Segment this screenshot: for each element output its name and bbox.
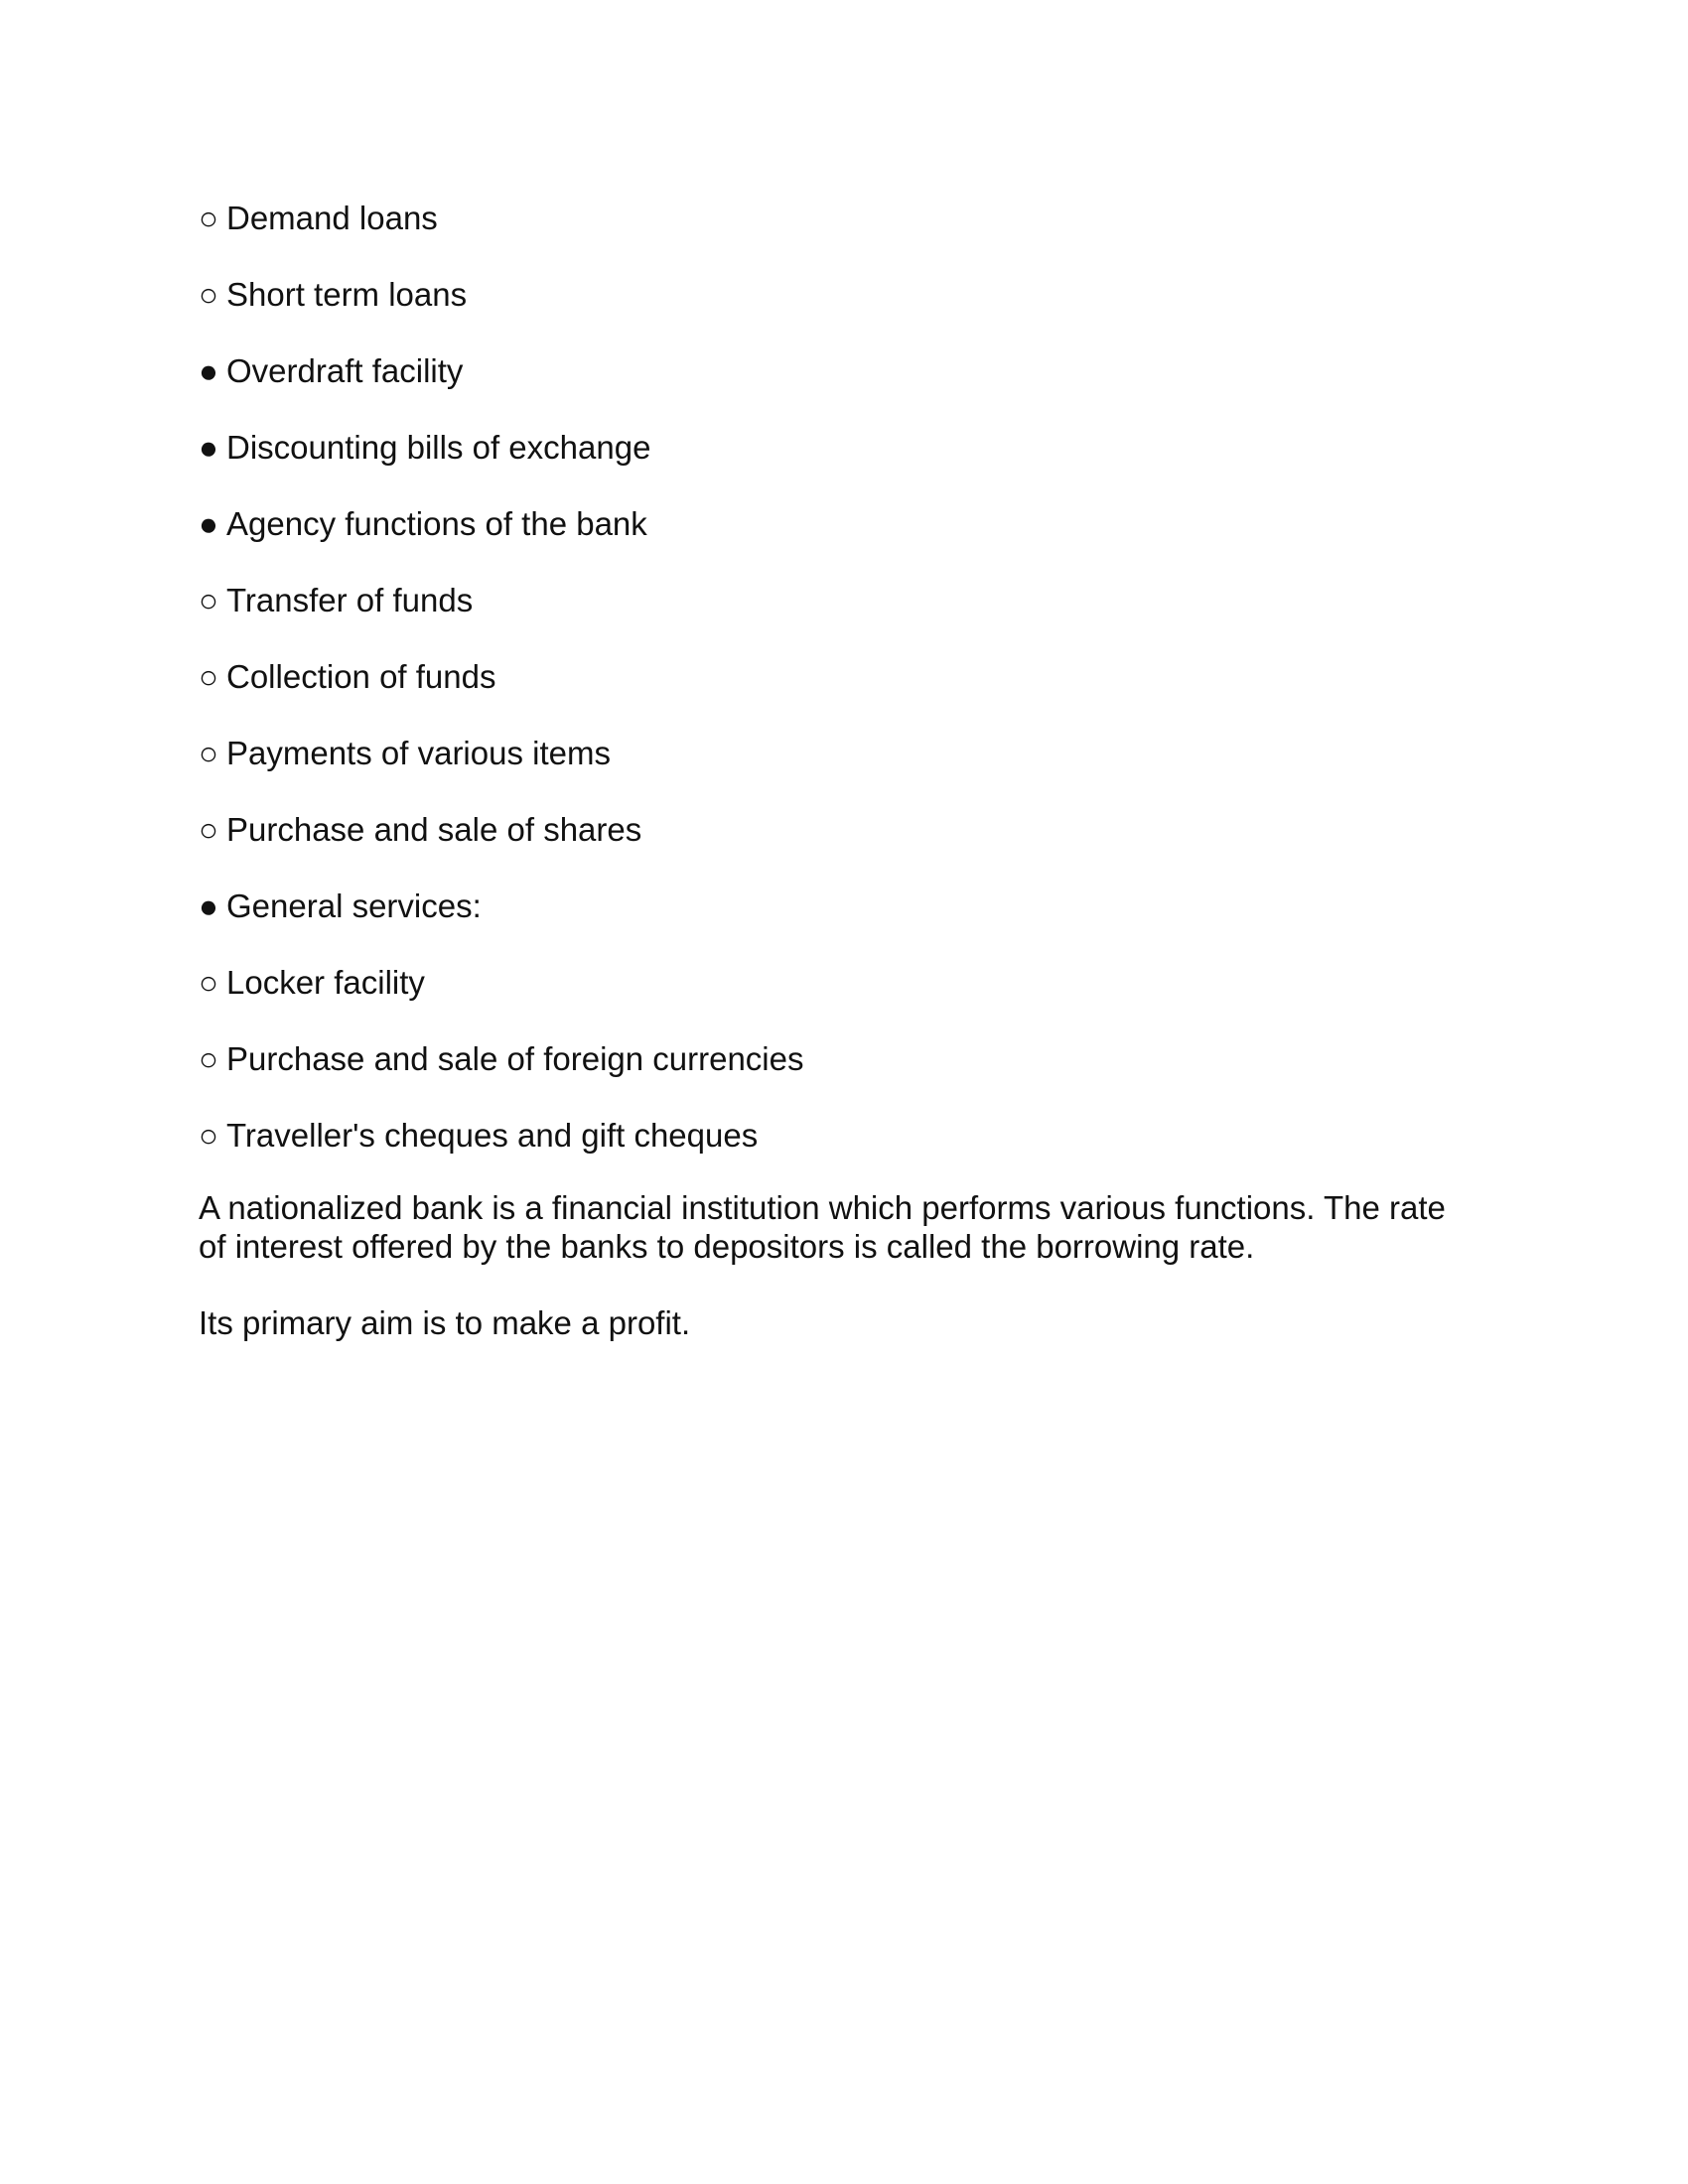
list-item-text: Purchase and sale of shares bbox=[226, 811, 642, 848]
list-item-text: Short term loans bbox=[226, 276, 468, 313]
bullet-icon: ● bbox=[199, 429, 218, 466]
document-content bbox=[199, 195, 1489, 1342]
bullet-icon: ○ bbox=[199, 735, 218, 771]
bullet-icon: ○ bbox=[199, 276, 218, 313]
list-item bbox=[199, 806, 1489, 854]
list-item-text: Transfer of funds bbox=[226, 582, 474, 618]
bullet-icon: ○ bbox=[199, 964, 218, 1001]
list-item bbox=[199, 271, 1489, 319]
bullet-icon: ○ bbox=[199, 658, 218, 695]
list-item bbox=[199, 195, 1489, 242]
bullet-icon: ○ bbox=[199, 811, 218, 848]
list-item bbox=[199, 730, 1489, 777]
list-item-text: Demand loans bbox=[226, 200, 438, 236]
bullet-icon: ○ bbox=[199, 1117, 218, 1154]
list-item-text: General services: bbox=[226, 887, 482, 924]
list-item-text: Agency functions of the bank bbox=[226, 505, 647, 542]
bullet-icon: ● bbox=[199, 887, 218, 924]
bullet-icon: ● bbox=[199, 352, 218, 389]
bullet-icon: ● bbox=[199, 505, 218, 542]
bullet-icon: ○ bbox=[199, 1040, 218, 1077]
bullet-icon: ○ bbox=[199, 582, 218, 618]
list-item bbox=[199, 424, 1489, 472]
list-item bbox=[199, 500, 1489, 548]
list-item-text: Payments of various items bbox=[226, 735, 611, 771]
list-item-text: Purchase and sale of foreign currencies bbox=[226, 1040, 804, 1077]
bullet-icon: ○ bbox=[199, 200, 218, 236]
list-item bbox=[199, 959, 1489, 1007]
list-item-text: Collection of funds bbox=[226, 658, 496, 695]
list-item bbox=[199, 883, 1489, 930]
list-item bbox=[199, 577, 1489, 624]
list-item-text: Traveller's cheques and gift cheques bbox=[226, 1117, 759, 1154]
list-item-text: Discounting bills of exchange bbox=[226, 429, 651, 466]
bullet-list bbox=[199, 195, 1489, 1160]
list-item bbox=[199, 1035, 1489, 1083]
body-paragraph: A nationalized bank is a financial institution which performs various functions. The rate of interest offered by the banks to depositors is called the borrowing rate. bbox=[199, 1189, 1446, 1265]
list-item bbox=[199, 1112, 1489, 1160]
body-paragraph: Its primary aim is to make a profit. bbox=[199, 1304, 691, 1341]
list-item-text: Locker facility bbox=[226, 964, 425, 1001]
list-item bbox=[199, 653, 1489, 701]
list-item-text: Overdraft facility bbox=[226, 352, 464, 389]
list-item bbox=[199, 347, 1489, 395]
